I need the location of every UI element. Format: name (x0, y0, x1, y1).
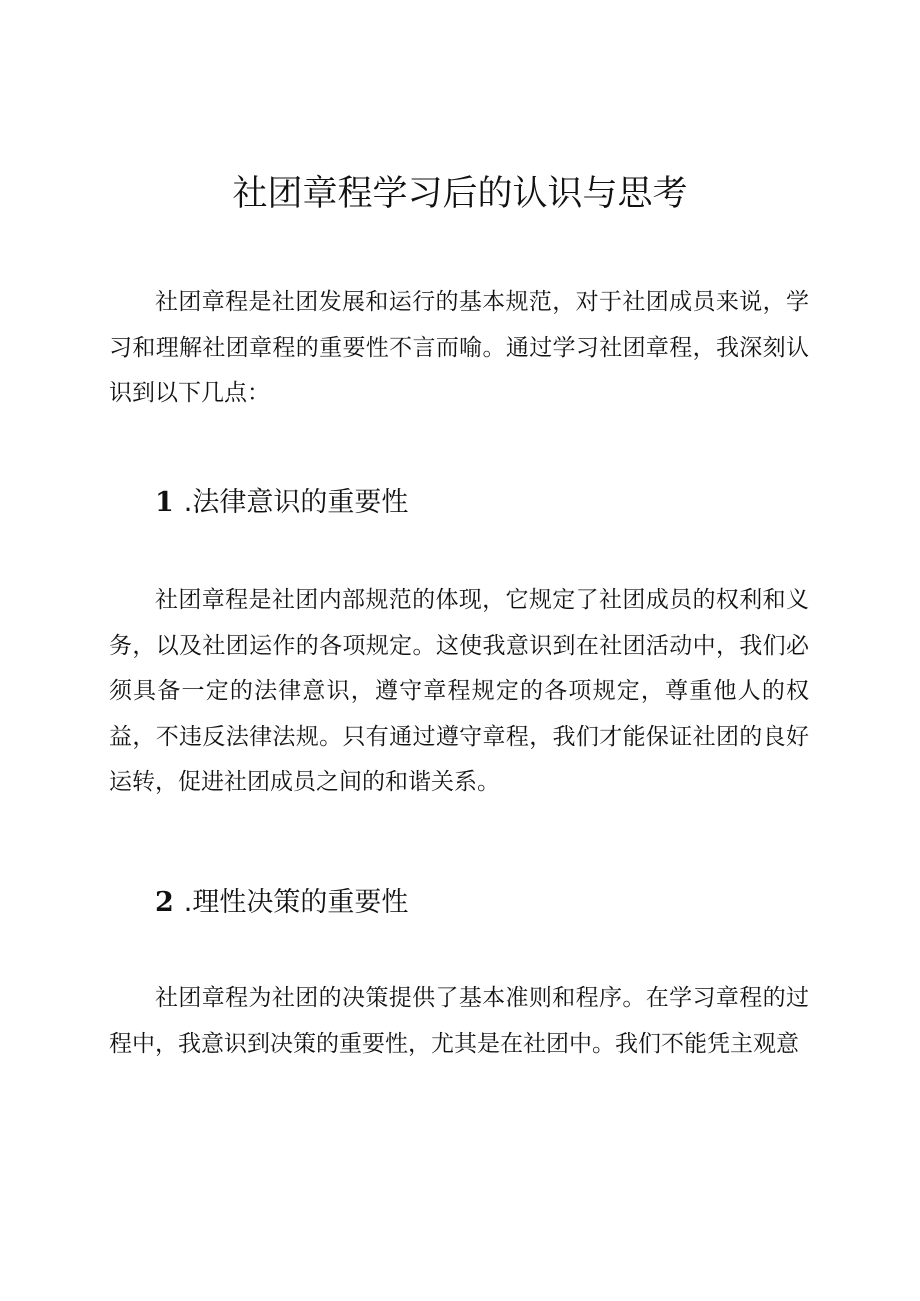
section-body-1: 社团章程是社团内部规范的体现，它规定了社团成员的权利和义务，以及社团运作的各项规定。这使我意识到在社团活动中，我们必须具备一定的法律意识，遵守章程规定的各项规定，尊重他人的权益，不违反法律法规。只有通过遵守章程，我们才能保证社团的良好运转，促进社团成员之间的和谐关系。 (109, 587, 809, 795)
section-number-2: 2 (155, 887, 174, 918)
section-body-2: 社团章程为社团的决策提供了基本准则和程序。在学习章程的过程中，我意识到决策的重要性，尤其是在社团中。我们不能凭主观意 (109, 985, 809, 1057)
section-heading-text-2: .理性决策的重要性 (183, 887, 409, 918)
page-title: 社团章程学习后的认识与思考 (232, 174, 688, 214)
section-heading-text-1: .法律意识的重要性 (183, 487, 409, 518)
section-heading-1 (155, 483, 408, 523)
intro-paragraph: 社团章程是社团发展和运行的基本规范，对于社团成员来说，学习和理解社团章程的重要性不言而喻。通过学习社团章程，我深刻认识到以下几点： (109, 289, 809, 406)
section-number-1: 1 (155, 487, 174, 518)
section-heading-2 (155, 883, 408, 923)
